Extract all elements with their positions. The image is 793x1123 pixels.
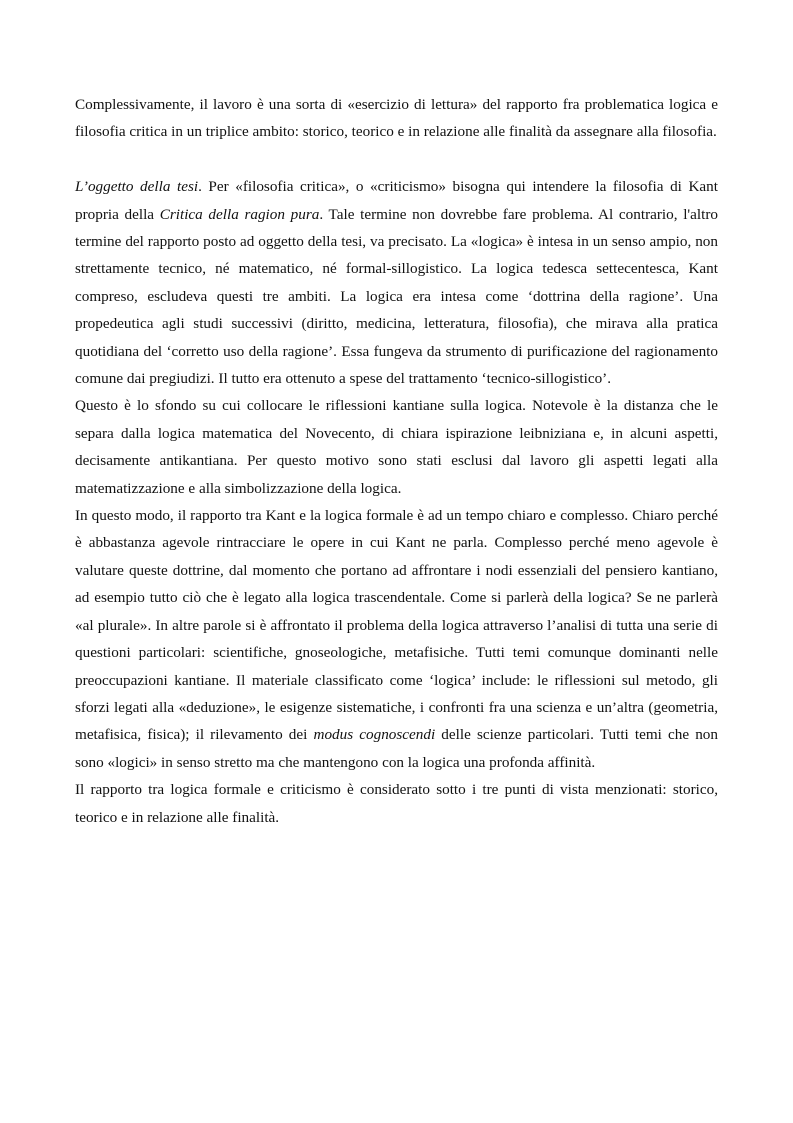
paragraph-conclusione: Il rapporto tra logica formale e criticismo è considerato sotto i tre punti di vista menzionati: storico, teorico e in relazione alle finalità. — [75, 781, 718, 826]
latin-term: modus cognoscendi — [313, 726, 436, 744]
paragraph-oggetto — [75, 173, 718, 392]
paragraph-text: . Per «filosofia critica», o «criticismo» bisogna qui intendere la filosofia di Kant propria della — [75, 178, 718, 223]
document-body — [75, 91, 718, 831]
paragraph-gap — [75, 146, 718, 173]
paragraph-sfondo: Questo è lo sfondo su cui collocare le riflessioni kantiane sulla logica. Notevole è la distanza che le separa dalla logica matematica del Novecento, di chiara ispirazione leibniziana e, in alcuni aspetti, decisamente antikantiana. Per questo motivo sono stati esclusi dal lavoro gli aspetti legati alla matematizzazione e alla simbolizzazione della logica. — [75, 397, 718, 497]
section-heading: L’oggetto della tesi — [75, 178, 199, 196]
book-title: Critica della ragion pura — [159, 205, 320, 223]
paragraph-rapporto — [75, 502, 718, 776]
paragraph-text: In questo modo, il rapporto tra Kant e la logica formale è ad un tempo chiaro e complesso. Chiaro perché è abbastanza agevole rintracciare le opere in cui Kant ne parla. Complesso perché meno agevole è valutare queste dottrine, dal momento che portano ad affrontare i nodi essenziali del pensiero kantiano, ad esempio tutto ciò che è legato alla logica trascendentale. Come si parlerà della logica? Se ne parlerà «al plurale». In altre parole si è affrontato il problema della logica attraverso l’analisi di tutta una serie di questioni particolari: scientifiche, gnoseologiche, metafisiche. Tutti temi comunque dominanti nelle preoccupazioni kantiane. Il materiale classificato come ‘logica’ include: le riflessioni sul metodo, gli sforzi legati alla «deduzione», le esigenze sistematiche, i confronti fra una scienza e un’altra (geometria, metafisica, fisica); il rilevamento dei — [75, 507, 718, 744]
paragraph-text: . Tale termine non dovrebbe fare problema. Al contrario, l'altro termine del rapporto posto ad oggetto della tesi, va precisato. La «logica» è intesa in un senso ampio, non strettamente tecnico, né matematico, né formal-sillogistico. La logica tedesca settecentesca, Kant compreso, escludeva questi tre ambiti. La logica era intesa come ‘dottrina della ragione’. Una propedeutica agli studi successivi (diritto, medicina, letteratura, filosofia), che mirava alla pratica quotidiana del ‘corretto uso della ragione’. Essa fungeva da strumento di purificazione del ragionamento comune dai pregiudizi. Il tutto era ottenuto a spese del trattamento ‘tecnico-sillogistico’. — [75, 205, 718, 388]
paragraph-text: delle scienze particolari. Tutti temi che non sono «logici» in senso stretto ma che mantengono con la logica una profonda affinità. — [75, 726, 718, 771]
paragraph-intro: Complessivamente, il lavoro è una sorta di «esercizio di lettura» del rapporto fra problematica logica e filosofia critica in un triplice ambito: storico, teorico e in relazione alle finalità da assegnare alla filosofia. — [75, 96, 718, 141]
